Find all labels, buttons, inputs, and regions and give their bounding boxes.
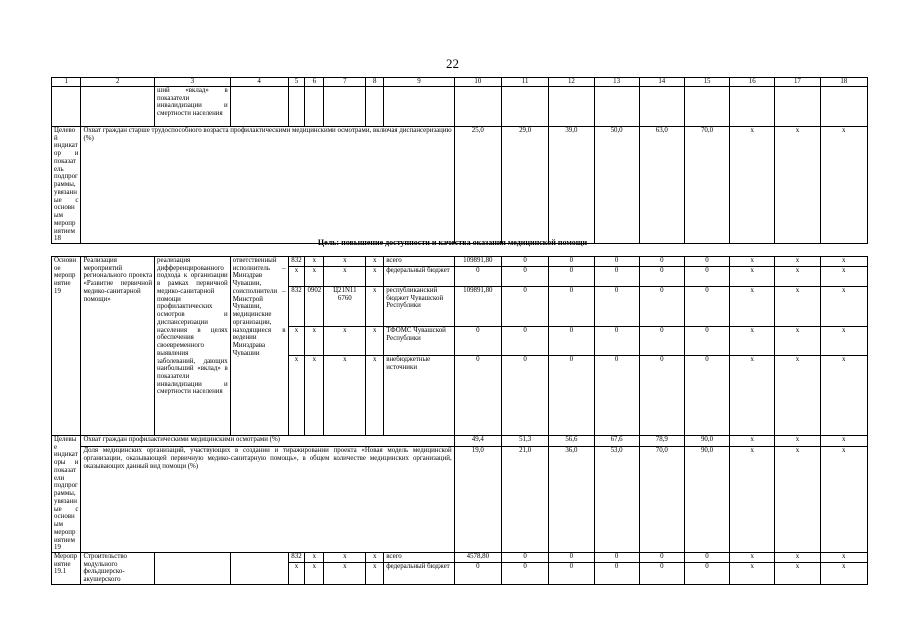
value-cell: 0 (594, 267, 639, 287)
page-number: 22 (446, 56, 459, 71)
table-row (52, 447, 868, 553)
value-cell: х (730, 267, 775, 287)
value-cell: 21,0 (501, 447, 548, 553)
value-cell: 0 (684, 356, 729, 436)
value-cell: 90,0 (684, 447, 729, 553)
col-number: 18 (820, 78, 867, 87)
col-number: 5 (288, 78, 305, 87)
value-cell: 0 (549, 553, 594, 563)
value-cell: х (775, 553, 820, 563)
value-cell: х (775, 287, 820, 327)
code-cell: х (366, 287, 384, 327)
value-cell: 0 (639, 553, 684, 563)
value-cell: 36,0 (549, 447, 594, 553)
value-cell: 0 (639, 356, 684, 436)
table-main (51, 256, 868, 585)
value-cell: х (730, 287, 775, 327)
code-cell: х (305, 327, 324, 356)
value-cell: 90,0 (684, 436, 729, 447)
value-cell: 0 (454, 267, 501, 287)
value-cell: 0 (549, 267, 594, 287)
code-cell: 832 (288, 257, 305, 267)
value-cell: 0 (549, 563, 594, 585)
col-number: 9 (384, 78, 454, 87)
funding-source: внебюджетные источники (384, 356, 454, 436)
code-cell: 832 (288, 287, 305, 327)
event-name: Реализация мероприятий регионального проекта «Развитие первичной медико-санитарной помощи» (81, 257, 155, 436)
value-cell: 0 (684, 563, 729, 585)
value-cell: х (820, 287, 867, 327)
funding-source: всего (384, 553, 454, 563)
code-cell: х (288, 267, 305, 287)
value-cell: х (775, 436, 820, 447)
code-cell: х (305, 267, 324, 287)
value-cell: 0 (454, 563, 501, 585)
code-cell: х (324, 257, 366, 267)
value-cell: х (820, 257, 867, 267)
event-name: Строительство модульного фельдшерско-акушерского (81, 553, 155, 585)
code-cell: х (324, 327, 366, 356)
value-cell: 25,0 (454, 127, 501, 244)
value-cell: 0 (594, 553, 639, 563)
col-number: 14 (639, 78, 684, 87)
col-number: 17 (775, 78, 820, 87)
value-cell: 4578,80 (454, 553, 501, 563)
value-cell: х (730, 553, 775, 563)
value-cell: 0 (549, 287, 594, 327)
value-cell: 0 (501, 563, 548, 585)
code-cell: х (288, 356, 305, 436)
value-cell: 0 (639, 563, 684, 585)
value-cell: 70,0 (639, 447, 684, 553)
code-cell: х (366, 327, 384, 356)
code-cell: х (366, 553, 384, 563)
code-cell: х (305, 553, 324, 563)
indicator-row-18 (52, 127, 868, 244)
value-cell: 0 (594, 563, 639, 585)
code-cell: х (366, 257, 384, 267)
value-cell: 53,0 (594, 447, 639, 553)
event-responsible: ответственный исполнитель – Минздрав Чувашии, соисполнители – Минстрой Чувашии, медицинские организации, находящиеся в ведении Минздрава Чувашии (230, 257, 288, 436)
col-number: 7 (324, 78, 366, 87)
value-cell: 0 (684, 327, 729, 356)
value-cell: 39,0 (549, 127, 594, 244)
code-cell: х (305, 563, 324, 585)
value-cell: 0 (594, 327, 639, 356)
value-cell: 29,0 (501, 127, 548, 244)
value-cell: 67,6 (594, 436, 639, 447)
funding-source: республиканский бюджет Чувашской Республики (384, 287, 454, 327)
col-number: 16 (730, 78, 775, 87)
value-cell: х (775, 257, 820, 267)
col-number: 12 (549, 78, 594, 87)
value-cell: х (775, 127, 820, 244)
value-cell: х (820, 327, 867, 356)
table-top (51, 77, 868, 244)
value-cell: 0 (501, 257, 548, 267)
value-cell: 0 (454, 356, 501, 436)
value-cell: х (775, 356, 820, 436)
value-cell: х (730, 436, 775, 447)
col-number: 10 (454, 78, 501, 87)
col-number: 15 (684, 78, 729, 87)
indicators-19-block (52, 436, 868, 553)
col-number: 3 (155, 78, 231, 87)
value-cell: 0 (594, 257, 639, 267)
table-row (52, 436, 868, 447)
value-cell: х (775, 327, 820, 356)
value-cell: 19,0 (454, 447, 501, 553)
code-cell: х (324, 563, 366, 585)
code-cell: х (305, 257, 324, 267)
col-number: 1 (52, 78, 81, 87)
col-number: 2 (81, 78, 155, 87)
indicator-text: Охват граждан старше трудоспособного возраста профилактическими медицинскими осмотрами, включая диспансеризацию (%) (81, 127, 454, 244)
value-cell: х (820, 127, 867, 244)
col-number: 11 (501, 78, 548, 87)
event-label: Основное мероприятие 19 (52, 257, 81, 436)
value-cell: х (730, 257, 775, 267)
indicator-label: Целевой индикатор и показатель подпрограммы, увязанные с основным мероприятием 18 (52, 127, 81, 244)
funding-source: федеральный бюджет (384, 267, 454, 287)
event-19-1-block (52, 553, 868, 585)
value-cell: 0 (684, 553, 729, 563)
value-cell: 109891,80 (454, 287, 501, 327)
event-label: Мероприятие 19.1 (52, 553, 81, 585)
value-cell: х (730, 447, 775, 553)
value-cell: 56,6 (549, 436, 594, 447)
code-cell: 0902 (305, 287, 324, 327)
value-cell: х (775, 447, 820, 553)
code-cell: х (366, 267, 384, 287)
value-cell: х (820, 563, 867, 585)
value-cell: 0 (549, 327, 594, 356)
goal-heading: Цель: повышение доступности и качества оказания медицинской помощи (317, 238, 588, 247)
value-cell: х (730, 356, 775, 436)
value-cell: 50,0 (594, 127, 639, 244)
col-number: 13 (594, 78, 639, 87)
col-number: 4 (230, 78, 288, 87)
value-cell: 63,0 (639, 127, 684, 244)
value-cell: 70,0 (684, 127, 729, 244)
value-cell: х (730, 327, 775, 356)
indicator-label: Целевые индикаторы и показатели подпрограммы, увязанные с основным мероприятием 19 (52, 436, 81, 553)
value-cell: х (730, 127, 775, 244)
value-cell: 0 (639, 257, 684, 267)
value-cell: 0 (639, 267, 684, 287)
indicator-text: Доля медицинских организаций, участвующих в создании и тиражировании проекта «Новая модель медицинской организации, оказывающей первичную медико-санитарную помощь», в общем количестве медицинских организаций, оказывающих данный вид помощи (%) (81, 447, 454, 553)
funding-source: федеральный бюджет (384, 563, 454, 585)
code-cell: х (324, 267, 366, 287)
table-row (52, 257, 868, 267)
code-cell: 832 (288, 553, 305, 563)
col-number: 8 (366, 78, 384, 87)
code-cell: х (288, 563, 305, 585)
value-cell: 0 (684, 287, 729, 327)
value-cell: 0 (454, 327, 501, 356)
code-cell: х (366, 563, 384, 585)
column-numbers-row (52, 78, 868, 87)
funding-source: ТФОМС Чувашской Республики (384, 327, 454, 356)
value-cell: 49,4 (454, 436, 501, 447)
code-cell: Ц21N11 6760 (324, 287, 366, 327)
continuation-text: ший «вклад» в показатели инвалидизации и смертности населения (155, 87, 231, 127)
funding-source: всего (384, 257, 454, 267)
value-cell: 0 (684, 267, 729, 287)
value-cell: 0 (501, 327, 548, 356)
code-cell: х (305, 356, 324, 436)
value-cell: 0 (594, 356, 639, 436)
value-cell: 0 (501, 356, 548, 436)
value-cell: 0 (594, 287, 639, 327)
table-row (52, 553, 868, 563)
code-cell: х (324, 553, 366, 563)
value-cell: х (820, 267, 867, 287)
value-cell: х (820, 356, 867, 436)
code-cell: х (324, 356, 366, 436)
continuation-row (52, 87, 868, 127)
value-cell: 0 (639, 327, 684, 356)
value-cell: 109891,80 (454, 257, 501, 267)
value-cell: х (730, 563, 775, 585)
value-cell: х (820, 447, 867, 553)
col-number: 6 (305, 78, 324, 87)
value-cell: 0 (501, 287, 548, 327)
indicator-text: Охват граждан профилактическими медицинскими осмотрами (%) (81, 436, 454, 447)
code-cell: х (288, 327, 305, 356)
value-cell: х (775, 563, 820, 585)
value-cell: 78,9 (639, 436, 684, 447)
value-cell: 0 (549, 257, 594, 267)
value-cell: х (775, 267, 820, 287)
code-cell: х (366, 356, 384, 436)
value-cell: х (820, 436, 867, 447)
event-19-block (52, 257, 868, 436)
value-cell: 0 (684, 257, 729, 267)
value-cell: 0 (639, 287, 684, 327)
value-cell: 0 (549, 356, 594, 436)
value-cell: 0 (501, 553, 548, 563)
value-cell: 51,3 (501, 436, 548, 447)
event-description: реализация дифференцированного подхода к организации в рамках первичной медико-санитарной помощи профилактических осмотров и диспансеризации населения в целях обеспечения своевременного выявления заболеваний, дающих наибольший «вклад» в показатели инвалидизации и смертности населения (155, 257, 231, 436)
value-cell: 0 (501, 267, 548, 287)
value-cell: х (820, 553, 867, 563)
